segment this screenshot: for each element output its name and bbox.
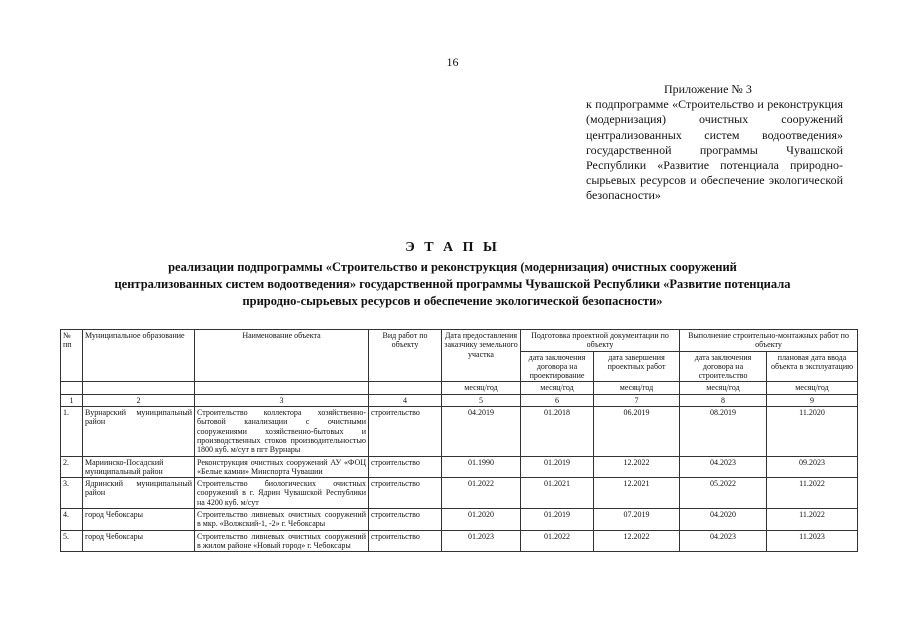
- cell-num: 5.: [61, 530, 83, 552]
- table-row: [61, 509, 858, 531]
- cell-design-contract: 01.2019: [521, 509, 594, 531]
- cell-design-contract: 01.2022: [521, 530, 594, 552]
- cell-construction-contract: 08.2019: [680, 407, 767, 456]
- document-heading: [20, 240, 885, 310]
- cell-design-finish: 06.2019: [594, 407, 680, 456]
- cell-municipality: Мариинско-Посадский муниципальный район: [83, 456, 195, 478]
- cell-municipality: город Чебоксары: [83, 530, 195, 552]
- cell-land-date: 04.2019: [442, 407, 521, 456]
- cell-design-contract: 01.2019: [521, 456, 594, 478]
- cell-municipality: Вурнарский муниципальный район: [83, 407, 195, 456]
- cell-land-date: 01.2023: [442, 530, 521, 552]
- header-num: № пп: [61, 330, 83, 382]
- cell-commissioning: 11.2022: [767, 509, 858, 531]
- header-construction-contract: дата заключения договора на строительство: [680, 351, 767, 382]
- cell-work-type: строительство: [369, 509, 442, 531]
- header-construction-group: Выполнение строительно-монтажных работ по объекту: [680, 330, 858, 352]
- cell-land-date: 01.2020: [442, 509, 521, 531]
- heading-line-1: реализации подпрограммы «Строительство и реконструкция (модернизация) очистных сооружений: [168, 260, 737, 274]
- cell-work-type: строительство: [369, 530, 442, 552]
- cell-design-finish: 12.2022: [594, 530, 680, 552]
- column-number: 8: [680, 394, 767, 406]
- cell-design-finish: 12.2022: [594, 456, 680, 478]
- cell-num: 4.: [61, 509, 83, 531]
- cell-construction-contract: 05.2022: [680, 478, 767, 509]
- cell-num: 2.: [61, 456, 83, 478]
- table-row: [61, 407, 858, 456]
- header-design-finish: дата завершения проектных работ: [594, 351, 680, 382]
- cell-construction-contract: 04.2023: [680, 456, 767, 478]
- appendix-text: к подпрограмме «Строительство и реконструкция (модернизация) очистных сооружений централизованных систем водоотведения» государственной программы Чувашской Республики «Развитие потенциала природно-сырьевых ресурсов и обеспечение экологической безопасности»: [586, 97, 843, 203]
- cell-design-contract: 01.2018: [521, 407, 594, 456]
- cell-construction-contract: 04.2020: [680, 509, 767, 531]
- cell-object: Реконструкция очистных сооружений АУ «ФОЦ «Белые камни» Минспорта Чувашии: [195, 456, 369, 478]
- unit-label: месяц/год: [594, 382, 680, 394]
- cell-num: 3.: [61, 478, 83, 509]
- cell-land-date: 01.1990: [442, 456, 521, 478]
- unit-label: месяц/год: [680, 382, 767, 394]
- header-object: Наименование объекта: [195, 330, 369, 382]
- header-design-contract: дата заключения договора на проектирование: [521, 351, 594, 382]
- cell-commissioning: 11.2023: [767, 530, 858, 552]
- column-number-row: [61, 394, 858, 406]
- column-number: 6: [521, 394, 594, 406]
- column-number: 1: [61, 394, 83, 406]
- cell-land-date: 01.2022: [442, 478, 521, 509]
- cell-object: Строительство ливневых очистных сооружений в мкр. «Волжский-1, -2» г. Чебоксары: [195, 509, 369, 531]
- heading-title: Э Т А П Ы: [405, 240, 500, 255]
- unit-label: месяц/год: [521, 382, 594, 394]
- cell-design-finish: 07.2019: [594, 509, 680, 531]
- page-number: 16: [446, 55, 459, 69]
- unit-label: месяц/год: [442, 382, 521, 394]
- heading-line-3: природно-сырьевых ресурсов и обеспечение экологической безопасности»: [242, 294, 663, 308]
- header-commissioning: плановая дата ввода объекта в эксплуатацию: [767, 351, 858, 382]
- cell-municipality: город Чебоксары: [83, 509, 195, 531]
- cell-design-finish: 12.2021: [594, 478, 680, 509]
- cell-construction-contract: 04.2023: [680, 530, 767, 552]
- cell-commissioning: 11.2022: [767, 478, 858, 509]
- cell-commissioning: 09.2023: [767, 456, 858, 478]
- cell-commissioning: 11.2020: [767, 407, 858, 456]
- column-number: 5: [442, 394, 521, 406]
- column-number: 3: [195, 394, 369, 406]
- cell-work-type: строительство: [369, 407, 442, 456]
- unit-label: месяц/год: [767, 382, 858, 394]
- cell-work-type: строительство: [369, 478, 442, 509]
- appendix-block: [586, 82, 843, 204]
- cell-municipality: Ядринский муниципальный район: [83, 478, 195, 509]
- column-number: 2: [83, 394, 195, 406]
- header-municipality: Муниципальное образование: [83, 330, 195, 382]
- cell-num: 1.: [61, 407, 83, 456]
- column-number: 4: [369, 394, 442, 406]
- heading-line-2: централизованных систем водоотведения» государственной программы Чувашской Республики «Развитие потенциала: [114, 277, 791, 291]
- header-work-type: Вид работ по объекту: [369, 330, 442, 382]
- cell-object: Строительство ливневых очистных сооружений в жилом районе «Новый город» г. Чебоксары: [195, 530, 369, 552]
- header-land-date: Дата предоставления заказчику земельного участка: [442, 330, 521, 382]
- cell-object: Строительство биологических очистных сооружений в г. Ядрин Чувашской Республики на 4200 куб. м/сут: [195, 478, 369, 509]
- column-number: 7: [594, 394, 680, 406]
- table-row: [61, 456, 858, 478]
- cell-object: Строительство коллектора хозяйственно-бытовой канализации с очистными сооружениями хозяйственно-бытовых и производственных стоков производительностью 1800 куб. м/сут в пгт Вурнары: [195, 407, 369, 456]
- column-number: 9: [767, 394, 858, 406]
- cell-work-type: строительство: [369, 456, 442, 478]
- table-row: [61, 478, 858, 509]
- stages-table: [60, 329, 858, 552]
- cell-design-contract: 01.2021: [521, 478, 594, 509]
- appendix-title: Приложение № 3: [664, 82, 752, 96]
- header-design-group: Подготовка проектной документации по объекту: [521, 330, 680, 352]
- table-row: [61, 530, 858, 552]
